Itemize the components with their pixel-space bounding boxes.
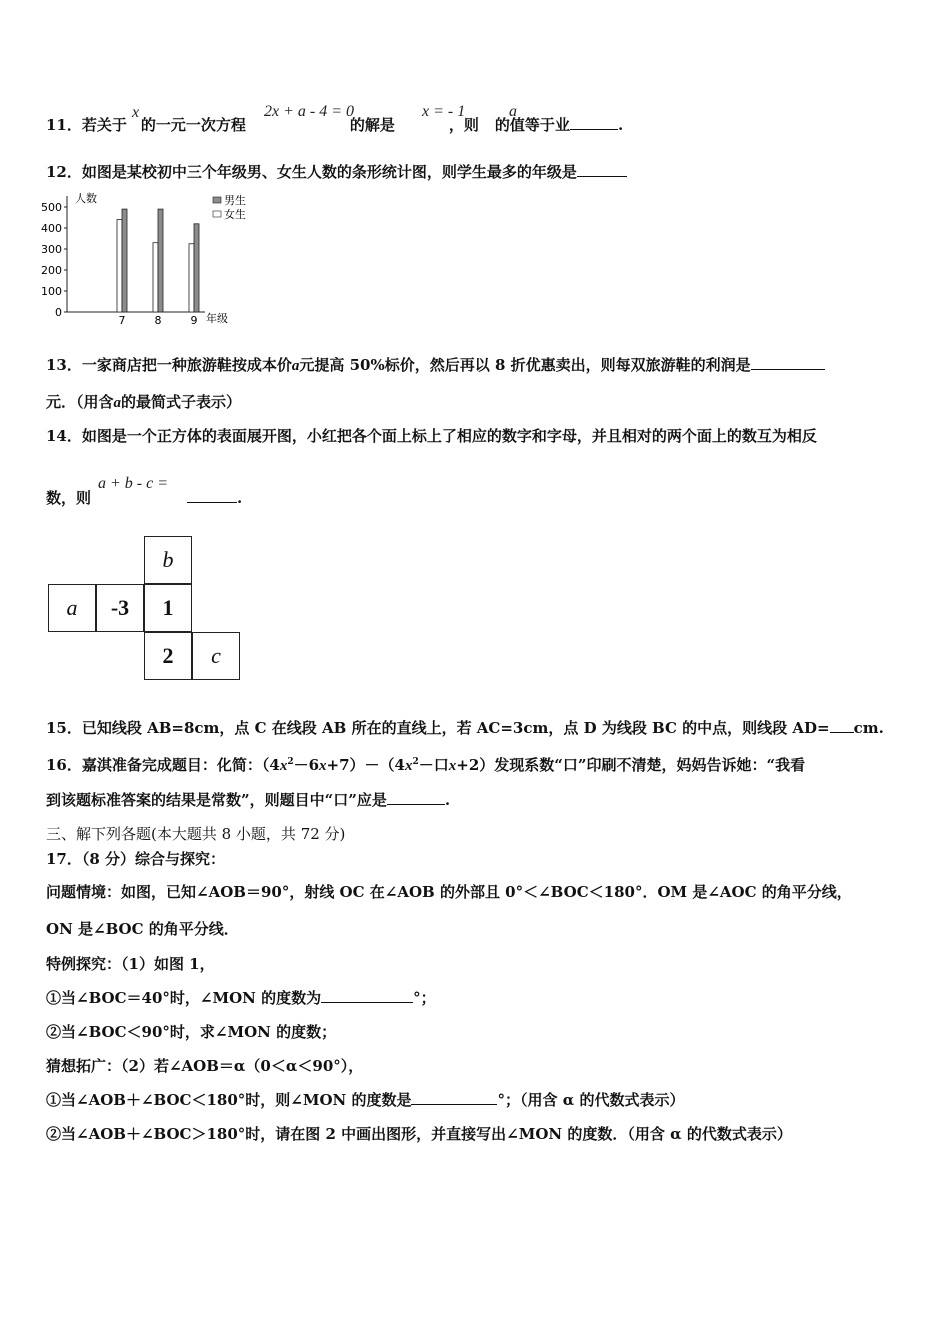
q14-line1 <box>46 426 817 446</box>
q17-blank-1 <box>321 988 413 1003</box>
q14-end: . <box>237 489 243 507</box>
q14-expression: a + b - c = <box>98 475 169 492</box>
legend-label-boys: 男生 <box>224 194 246 207</box>
q14-text1: 14．如图是一个正方体的表面展开图，小红把各个面上标上了相应的数字和字母，并且相对的两个面上的数互为相反 <box>46 427 817 445</box>
net-cell-2: 2 <box>144 632 192 680</box>
legend-label-girls: 女生 <box>224 208 246 221</box>
q13-answer-blank <box>751 355 825 370</box>
q13-text2a: 元．（用含 <box>46 393 114 411</box>
q12-text: 12．如图是某校初中三个年级男、女生人数的条形统计图，则学生最多的年级是 <box>46 163 577 181</box>
y-tick-label: 200 <box>41 264 62 277</box>
bar-boys-grade-7 <box>122 209 127 312</box>
q11-text2: 的一元一次方程 <box>140 116 246 134</box>
bar-boys-grade-9 <box>194 224 199 312</box>
q11-var-x: x <box>132 104 140 121</box>
net-cell-c: c <box>192 632 240 680</box>
q13-text1b: 元提高 50%标价，然后再以 8 折优惠卖出，则每双旅游鞋的利润是 <box>299 356 751 374</box>
q16-t1: 16．嘉淇准备完成题目：化简：（4 <box>46 756 280 774</box>
net-cell-b: b <box>144 536 192 584</box>
q17-text4a: ①当∠BOC＝40°时，∠MON 的度数为 <box>46 989 322 1007</box>
x-tick-label: 7 <box>118 314 126 327</box>
q16-x4: x <box>448 758 457 774</box>
q12-answer-blank <box>577 162 627 177</box>
q11-text3: 的解是 <box>349 116 395 134</box>
q14-answer-blank <box>187 488 237 503</box>
q17-line4 <box>46 988 436 1008</box>
q13-line1 <box>46 355 825 376</box>
q17-line3: 特例探究：（1）如图 1， <box>46 955 215 973</box>
q16-x3: x <box>404 758 413 774</box>
q16-line2 <box>46 790 450 810</box>
q13-text2b: 的最简式子表示） <box>121 393 242 411</box>
q11-text4: ，则 <box>448 116 479 134</box>
net-cell-a: a <box>48 584 96 632</box>
bar-chart <box>40 190 270 330</box>
q16-answer-blank <box>387 790 445 805</box>
bar-boys-grade-8 <box>158 209 163 312</box>
x-tick-label: 8 <box>154 314 162 327</box>
q12-line <box>46 162 627 182</box>
legend-swatch-boys <box>213 197 221 203</box>
y-tick-label: 0 <box>55 306 62 319</box>
legend-swatch-girls <box>213 211 221 217</box>
q13-line2 <box>46 392 241 413</box>
q16-t2: －6 <box>293 756 320 774</box>
q17-line5: ②当∠BOC＜90°时，求∠MON 的度数； <box>46 1023 337 1041</box>
q11-end: . <box>617 116 624 134</box>
y-tick-label: 100 <box>41 285 62 298</box>
q16-end: . <box>444 791 451 809</box>
q11-text6: 业 <box>554 116 570 134</box>
q16-exp1: 2 <box>287 757 294 767</box>
q16-t4: －口 <box>418 756 449 774</box>
q15-text: 15．已知线段 AB=8cm，点 C 在线段 AB 所在的直线上，若 AC=3cm，点 D 为线段 BC 的中点，则线段 AD= <box>46 719 830 737</box>
q13-var-a: a <box>291 358 300 374</box>
q11-equation: 2x + a - 4 = 0 <box>264 103 355 120</box>
y-tick-label: 400 <box>41 222 62 235</box>
q13-text1a: 13．一家商店把一种旅游鞋按成本价 <box>46 356 292 374</box>
net-cell-1: 1 <box>144 584 192 632</box>
bar-girls-grade-8 <box>153 243 158 312</box>
q16-line1 <box>46 752 805 776</box>
y-tick-label: 500 <box>41 201 62 214</box>
q16-exp2: 2 <box>412 757 419 767</box>
q15-unit: cm. <box>853 719 884 737</box>
q17-blank-2 <box>411 1090 497 1105</box>
q17-title: 17．（8 分）综合与探究： <box>46 850 226 868</box>
bar-girls-grade-7 <box>117 220 122 312</box>
q15-line <box>46 718 884 738</box>
q13-var-a-2: a <box>113 395 122 411</box>
q11-answer-blank <box>570 115 618 130</box>
q11-var-a: a <box>509 103 517 120</box>
q15-answer-blank <box>830 718 854 733</box>
y-axis-label: 人数 <box>75 192 97 205</box>
q16-text2: 到该题标准答案的结果是常数”，则题目中“口”应是 <box>46 791 387 809</box>
q16-t5: +2）发现系数“口”印刷不清楚，妈妈告诉她：“我看 <box>456 756 806 774</box>
q11-solution: x = - 1 <box>422 103 466 120</box>
y-tick-label: 300 <box>41 243 62 256</box>
q11-text5: 的值等于 <box>494 116 555 134</box>
q17-text7a: ①当∠AOB＋∠BOC＜180°时，则∠MON 的度数是 <box>46 1091 412 1109</box>
q16-t3: +7）－（4 <box>326 756 405 774</box>
section-3-heading: 三、解下列各题(本大题共 8 小题，共 72 分) <box>46 825 346 843</box>
x-tick-label: 9 <box>190 314 198 327</box>
q17-line7 <box>46 1090 684 1110</box>
q16-x2: x <box>319 758 327 774</box>
x-axis-label: 年级 <box>206 312 228 325</box>
q17-line2: ON 是∠BOC 的角平分线． <box>46 920 239 938</box>
q14-text2a: 数，则 <box>46 489 92 507</box>
q17-text4b: °； <box>413 989 436 1007</box>
q17-line1: 问题情境：如图，已知∠AOB＝90°，射线 OC 在∠AOB 的外部且 0°＜∠BOC＜180°．OM 是∠AOC 的角平分线， <box>46 883 852 901</box>
q11-prefix: 11．若关于 <box>46 116 127 134</box>
net-cell-neg3: -3 <box>96 584 144 632</box>
q17-line6: 猜想拓广：（2）若∠AOB＝α（0＜α＜90°）， <box>46 1057 364 1075</box>
q16-x1: x <box>279 758 288 774</box>
q17-text7b: °；（用含 α 的代数式表示） <box>497 1091 685 1109</box>
bar-girls-grade-9 <box>189 244 194 312</box>
q17-line8: ②当∠AOB＋∠BOC＞180°时，请在图 2 中画出图形，并直接写出∠MON 的度数．（用含 α 的代数式表示） <box>46 1125 792 1143</box>
